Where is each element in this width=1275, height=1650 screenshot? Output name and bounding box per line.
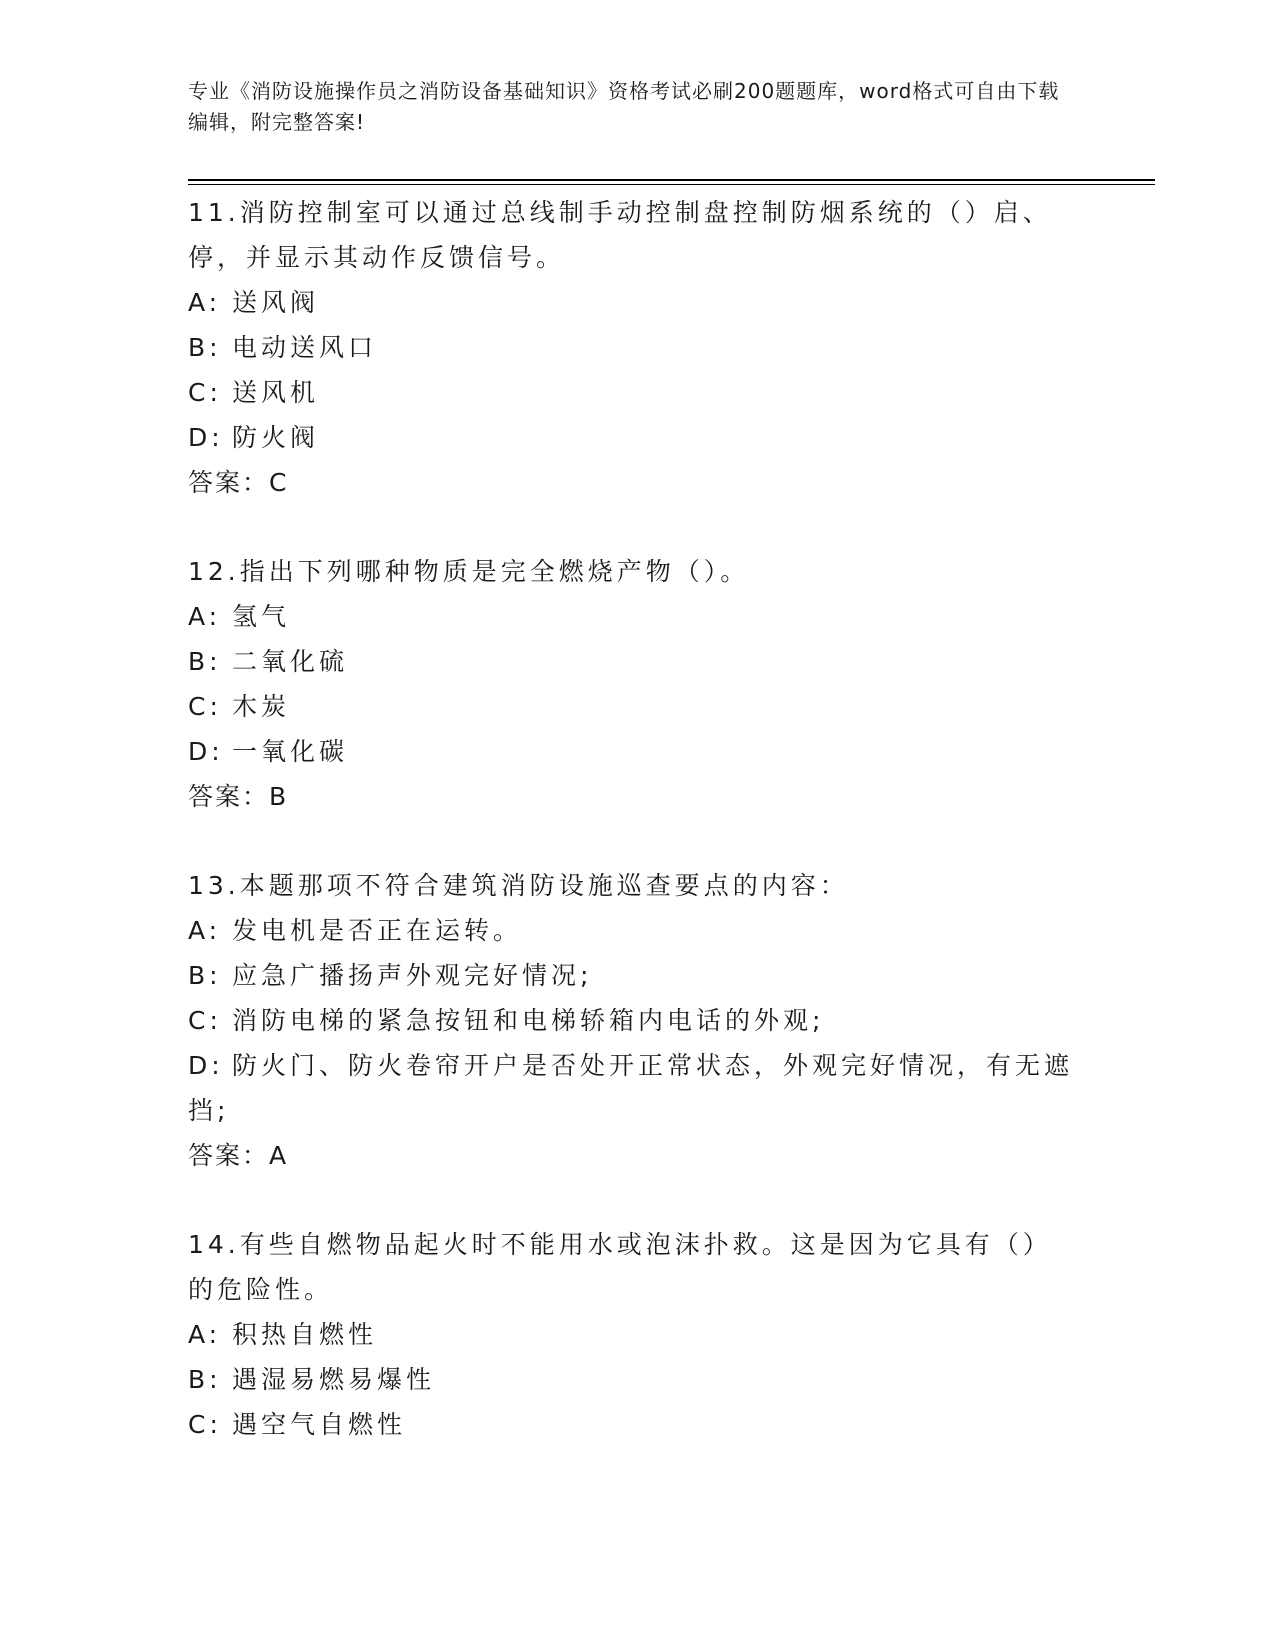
answer-line [188, 1133, 1088, 1178]
option-b [188, 953, 1088, 998]
document-header: 专业《消防设施操作员之消防设备基础知识》资格考试必刷200题题库，word格式可自由下载编辑，附完整答案! [188, 79, 1060, 134]
option-text: 积热自燃性 [232, 1320, 378, 1349]
option-label: A: [188, 1320, 222, 1349]
answer-line [188, 774, 1088, 819]
option-text: 遇湿易燃易爆性 [232, 1365, 436, 1394]
option-d [188, 729, 1088, 774]
option-text: 遇空气自燃性 [232, 1410, 407, 1439]
option-b [188, 325, 1088, 370]
answer-label: 答案： [188, 468, 270, 497]
option-label: D: [188, 423, 224, 452]
option-c [188, 998, 1088, 1043]
option-a [188, 908, 1088, 953]
option-c [188, 370, 1088, 415]
option-label: B: [188, 647, 222, 676]
option-label: B: [188, 1365, 222, 1394]
option-a [188, 280, 1088, 325]
question-text: 14.有些自燃物品起火时不能用水或泡沫扑救。这是因为它具有（）的危险性。 [188, 1230, 1052, 1304]
option-label: C: [188, 692, 222, 721]
question-14 [188, 1222, 1088, 1447]
answer-value: C [269, 468, 289, 497]
option-label: B: [188, 961, 222, 990]
answer-label: 答案： [188, 1141, 270, 1170]
option-text: 电动送风口 [232, 333, 378, 362]
option-label: B: [188, 333, 222, 362]
question-13 [188, 863, 1088, 1178]
option-text: 防火门、防火卷帘开户是否处开正常状态，外观完好情况，有无遮挡; [188, 1051, 1074, 1125]
answer-label: 答案： [188, 782, 270, 811]
answer-value: B [269, 782, 289, 811]
option-text: 防火阀 [232, 423, 320, 452]
option-text: 氢气 [232, 602, 291, 631]
option-text: 送风阀 [232, 288, 320, 317]
option-label: D: [188, 1051, 224, 1080]
question-text: 13.本题那项不符合建筑消防设施巡查要点的内容： [188, 871, 849, 900]
option-text: 二氧化硫 [232, 647, 349, 676]
option-label: A: [188, 916, 222, 945]
question-12 [188, 549, 1088, 819]
question-text: 11.消防控制室可以通过总线制手动控制盘控制防烟系统的（）启、停，并显示其动作反馈信号。 [188, 198, 1052, 272]
option-text: 一氧化碳 [232, 737, 349, 766]
header-divider-thin [188, 184, 1155, 185]
option-label: C: [188, 1410, 222, 1439]
option-a [188, 1312, 1088, 1357]
option-text: 应急广播扬声外观完好情况; [232, 961, 593, 990]
option-c [188, 684, 1088, 729]
option-label: D: [188, 737, 224, 766]
option-d [188, 415, 1088, 460]
option-label: A: [188, 602, 222, 631]
answer-value: A [269, 1141, 289, 1170]
question-list [188, 190, 1088, 1491]
option-c [188, 1402, 1088, 1447]
option-d [188, 1043, 1078, 1133]
header-divider-thick [188, 179, 1155, 181]
question-11 [188, 190, 1088, 505]
answer-line [188, 460, 1088, 505]
option-label: A: [188, 288, 222, 317]
option-b [188, 1357, 1088, 1402]
option-text: 消防电梯的紧急按钮和电梯轿箱内电话的外观; [232, 1006, 825, 1035]
option-a [188, 594, 1088, 639]
option-text: 发电机是否正在运转。 [232, 916, 523, 945]
option-b [188, 639, 1088, 684]
option-label: C: [188, 1006, 222, 1035]
option-text: 木炭 [232, 692, 291, 721]
option-label: C: [188, 378, 222, 407]
option-text: 送风机 [232, 378, 320, 407]
question-text: 12.指出下列哪种物质是完全燃烧产物（）。 [188, 557, 750, 586]
